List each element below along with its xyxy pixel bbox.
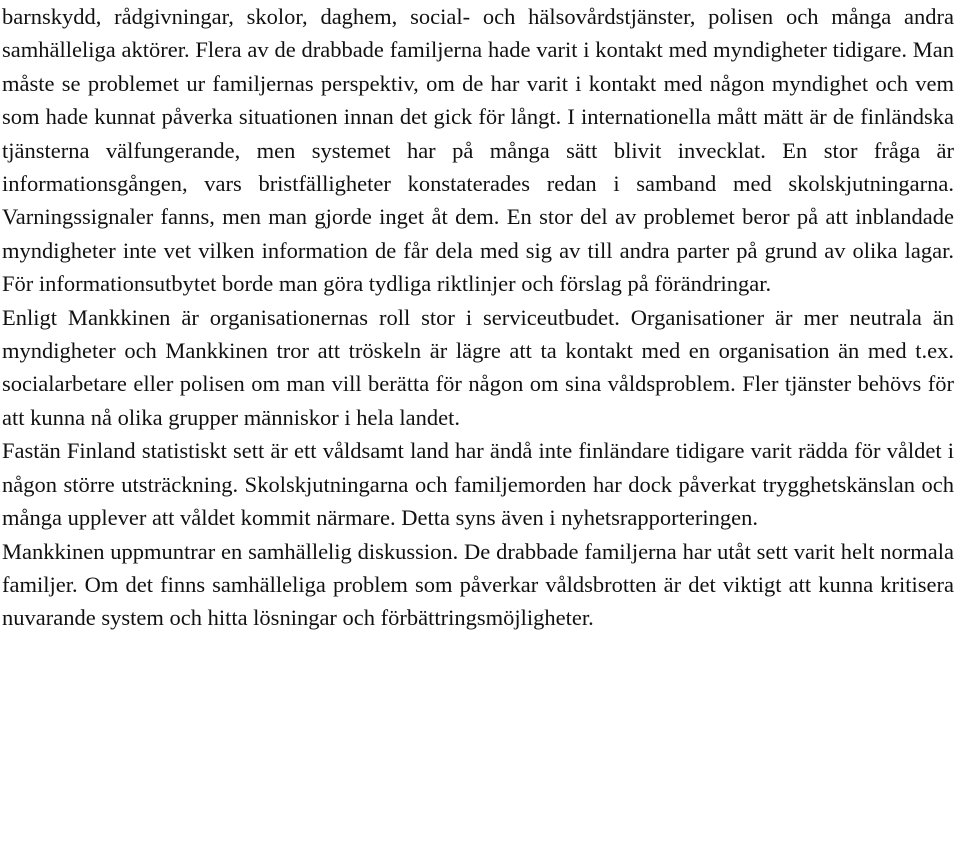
paragraph-sense-of-security: Fastän Finland statistiskt sett är ett våldsamt land har ändå inte finländare tidigare varit rädda för våldet i någon större utsträckning. Skolskjutningarna och familjemorden har dock påverkat trygghetskänslan och många upplever att våldet kommit närmare. Detta syns även i nyhetsrapporteringen.	[2, 438, 954, 531]
paragraph-information-flow: barnskydd, rådgivningar, skolor, daghem, social- och hälsovårdstjänster, polisen och många andra samhälleliga aktörer. Flera av de drabbade familjerna hade varit i kontakt med myndigheter tidigare. Man måste se problemet ur familjernas perspektiv, om de har varit i kontakt med någon myndighet och vem som hade kunnat påverka situationen innan det gick för långt. I internationella mått mätt är de finländska tjänsterna välfungerande, men systemet har på många sätt blivit invecklat. En stor fråga är informationsgången, vars bristfälligheter konstaterades redan i samband med skolskjutningarna. Varningssignaler fanns, men man gjorde inget åt dem. En stor del av problemet beror på att inblandade myndigheter inte vet vilken information de får dela med sig av till andra parter på grund av olika lagar. För informationsutbytet borde man göra tydliga riktlinjer och förslag på förändringar.	[2, 4, 954, 297]
paragraph-organisations-role: Enligt Mankkinen är organisationernas roll stor i serviceutbudet. Organisationer är mer neutrala än myndigheter och Mankkinen tror att tröskeln är lägre att ta kontakt med en organisation än med t.ex. socialarbetare eller polisen om man vill berätta för någon om sina våldsproblem. Fler tjänster behövs för att kunna nå olika grupper människor i hela landet.	[2, 304, 954, 430]
paragraph-public-discussion: Mankkinen uppmuntrar en samhällelig diskussion. De drabbade familjerna har utåt sett varit helt normala familjer. Om det finns samhälleliga problem som påverkar våldsbrotten är det viktigt att kunna kritisera nuvarande system och hitta lösningar och förbättringsmöjligheter.	[2, 538, 954, 631]
